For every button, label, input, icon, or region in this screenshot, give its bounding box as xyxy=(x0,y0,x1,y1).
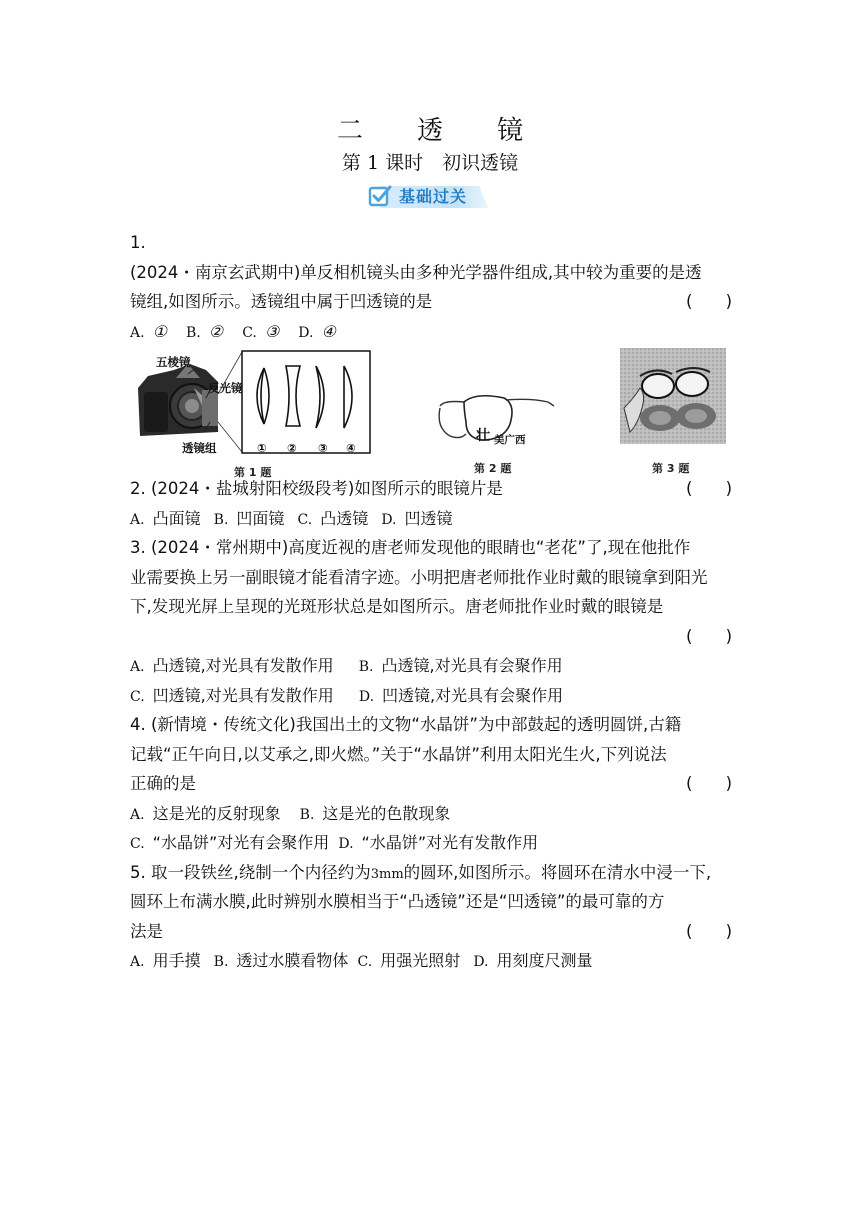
figure-3 xyxy=(620,348,732,475)
q3-options-row-1 xyxy=(130,651,732,681)
q3-text-2: 业需要换上另一副眼镜才能看清字迹。小明把唐老师批作业时戴的眼镜拿到阳光 xyxy=(130,567,708,587)
light-spot-photo xyxy=(620,348,726,444)
q4-option-c[interactable]: C. “水晶饼”对光有会聚作用 xyxy=(130,833,330,852)
lens-number-3: ③ xyxy=(318,441,328,455)
q5-answer-blank[interactable]: ( ) xyxy=(686,921,732,941)
q4-answer-blank[interactable]: ( ) xyxy=(686,774,732,793)
q1-line-1 xyxy=(130,258,732,288)
section-badge xyxy=(366,184,492,210)
q5-options xyxy=(130,946,732,976)
lens-number-1: ① xyxy=(257,441,267,455)
q3-answer-blank[interactable]: ( ) xyxy=(686,626,732,646)
figures-row xyxy=(130,348,732,479)
q1-text-1: (2024・南京玄武期中)单反相机镜头由多种光学器件组成,其中较为重要的是透 xyxy=(130,262,702,282)
q5-option-c[interactable]: C. 用强光照射 xyxy=(357,951,461,970)
checkbox-check-icon xyxy=(368,184,392,208)
q3-option-d[interactable]: D. 凹透镜,对光具有会聚作用 xyxy=(358,685,564,705)
q4-option-a[interactable]: A. 这是光的反射现象 xyxy=(130,803,281,823)
q4-line-3 xyxy=(130,769,732,799)
q5-option-b[interactable]: B. 透过水膜看物体 xyxy=(213,951,349,970)
figure-1 xyxy=(134,348,374,479)
label-lens-group: 透镜组 xyxy=(182,441,217,455)
q3-line-3 xyxy=(130,592,732,622)
q5-text-1a: 5. 取一段铁丝,绕制一个内径约为 xyxy=(130,862,371,882)
figure-3-caption: 第 3 题 xyxy=(652,462,690,475)
figure-2-caption: 第 2 题 xyxy=(474,462,512,475)
q4-text-2: 记载“正午向日,以艾承之,即火燃。”关于“水晶饼”利用太阳光生火,下列说法 xyxy=(130,744,667,764)
q2-text-1: 2. (2024・盐城射阳校级段考)如图所示的眼镜片是 xyxy=(130,479,503,498)
q5-line-2 xyxy=(130,887,732,917)
q1-number: 1. xyxy=(130,233,146,252)
lesson-subtitle: 第 1 课时 初识透镜 xyxy=(341,152,519,174)
figure-2 xyxy=(430,348,560,475)
q3-text-1: 3. (2024・常州期中)高度近视的唐老师发现他的眼睛也“老花”了,现在他批作 xyxy=(130,538,691,557)
q2-line-1 xyxy=(130,474,732,504)
q3-option-b[interactable]: B. 凸透镜,对光具有会聚作用 xyxy=(358,656,563,675)
q3-text-3: 下,发现光屏上呈现的光斑形状总是如图所示。唐老师批作业时戴的眼镜是 xyxy=(130,597,664,616)
q1-line-2 xyxy=(130,287,732,317)
q4-line-2 xyxy=(130,740,732,770)
q1-option-a[interactable]: A. ① xyxy=(130,321,167,341)
lens-number-4: ④ xyxy=(346,441,356,455)
q5-option-a[interactable]: A. 用手摸 xyxy=(130,951,201,970)
q4-option-d[interactable]: D. “水晶饼”对光有发散作用 xyxy=(338,833,539,852)
q1-option-c[interactable]: C. ③ xyxy=(242,321,280,341)
q2-option-c[interactable]: C. 凸透镜 xyxy=(297,508,369,528)
q4-text-1: 4. (新情境・传统文化)我国出土的文物“水晶饼”为中部鼓起的透明圆饼,古籍 xyxy=(130,715,682,734)
q1-option-d[interactable]: D. ④ xyxy=(298,321,336,341)
q1-text-2: 镜组,如图所示。透镜组中属于凹透镜的是 xyxy=(130,292,433,311)
q5-text-2: 圆环上布满水膜,此时辨别水膜相当于“凸透镜”还是“凹透镜”的最可靠的方 xyxy=(130,892,665,911)
q2-option-d[interactable]: D. 凹透镜 xyxy=(381,508,453,528)
q2-answer-blank[interactable]: ( ) xyxy=(686,479,732,498)
q4-option-b[interactable]: B. 这是光的色散现象 xyxy=(299,803,451,823)
label-brand: 美广西 xyxy=(494,434,526,446)
q1-answer-blank[interactable]: ( ) xyxy=(686,292,732,311)
q2-options xyxy=(130,504,732,534)
q5-text-3: 法是 xyxy=(130,921,163,941)
q4-options-row-2 xyxy=(130,828,732,858)
label-zhuang: 壮 xyxy=(476,428,490,444)
questions-area xyxy=(130,228,732,976)
q3-option-c[interactable]: C. 凹透镜,对光具有发散作用 xyxy=(130,685,334,705)
page-title: 二 透 镜 xyxy=(336,116,537,146)
q5-line-1 xyxy=(130,858,732,888)
label-mirror: 反光镜 xyxy=(208,381,243,395)
label-prism: 五棱镜 xyxy=(156,355,191,369)
badge-label: 基础过关 xyxy=(399,187,468,206)
q3-line-2 xyxy=(130,563,732,593)
q2-option-a[interactable]: A. 凸面镜 xyxy=(130,508,201,528)
q5-option-d[interactable]: D. 用刻度尺测量 xyxy=(473,951,593,970)
q3-options-row-2 xyxy=(130,681,732,711)
figure-1-caption: 第 1 题 xyxy=(234,466,272,479)
q3-line-1 xyxy=(130,533,732,563)
q5-line-3 xyxy=(130,917,732,947)
lens-number-2: ② xyxy=(287,441,297,455)
q5-text-1c: 的圆环,如图所示。将圆环在清水中浸一下, xyxy=(403,862,712,882)
q2-option-b[interactable]: B. 凹面镜 xyxy=(213,508,285,528)
q4-line-1 xyxy=(130,710,732,740)
q1-number-line xyxy=(130,228,732,258)
q1-options xyxy=(130,317,732,347)
q4-options-row-1 xyxy=(130,799,732,829)
q3-paren-line xyxy=(130,622,732,652)
q1-option-b[interactable]: B. ② xyxy=(186,321,224,341)
q5-measure: 3mm xyxy=(370,866,404,882)
q4-text-3: 正确的是 xyxy=(130,774,196,793)
q3-option-a[interactable]: A. 凸透镜,对光具有发散作用 xyxy=(130,656,334,675)
